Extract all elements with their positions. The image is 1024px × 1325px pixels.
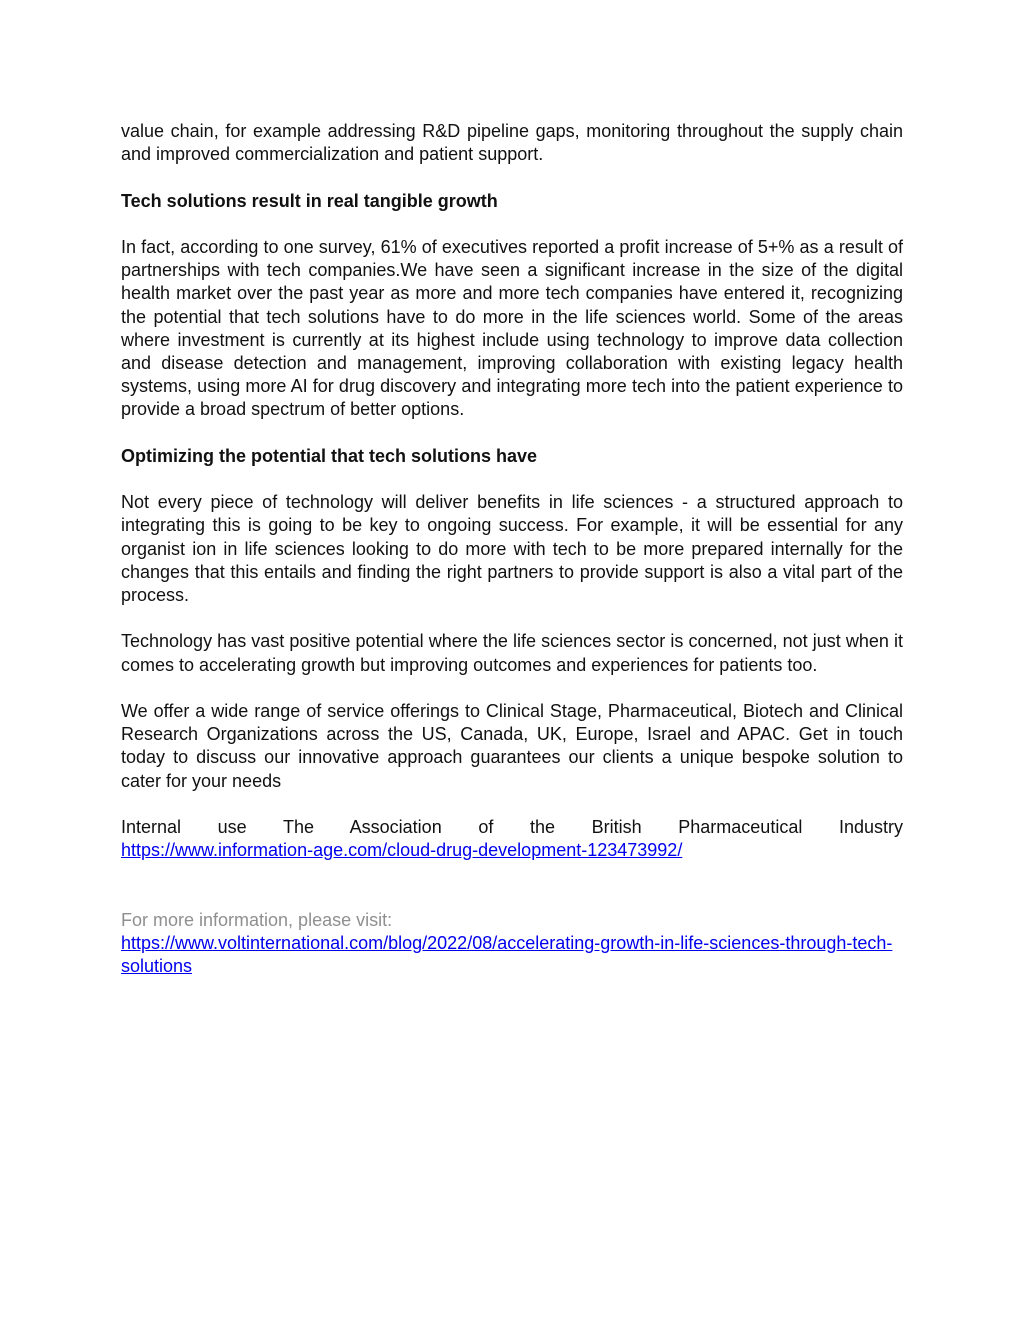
paragraph-survey: In fact, according to one survey, 61% of executives reported a profit increase of 5+% as a result of partnerships with tech companies.We have seen a significant increase in the size of the digital health market over the past year as more and more tech companies have entered it, recognizing the potential that tech solutions have to do more in the life sciences world. Some of the areas where investment is currently at its highest include using technology to improve data collection and disease detection and management, improving collaboration with existing legacy health systems, using more AI for drug discovery and integrating more tech into the patient experience to provide a broad spectrum of better options. xyxy=(121,236,903,420)
more-info-link[interactable]: https://www.voltinternational.com/blog/2022/08/accelerating-growth-in-life-sciences-through-tech-solutions xyxy=(121,932,893,977)
heading-optimizing-potential: Optimizing the potential that tech solutions have xyxy=(121,445,538,466)
paragraph-positive-potential: Technology has vast positive potential where the life sciences sector is concerned, not just when it comes to accelerating growth but improving outcomes and experiences for patients too. xyxy=(121,631,903,675)
reference-container xyxy=(121,839,903,862)
paragraph-value-chain: value chain, for example addressing R&D pipeline gaps, monitoring throughout the supply chain and improved commercialization and patient support. xyxy=(121,121,903,165)
paragraph-service-offerings: We offer a wide range of service offerings to Clinical Stage, Pharmaceutical, Biotech and Clinical Research Organizations across the US, Canada, UK, Europe, Israel and APAC. Get in touch today to discuss our innovative approach guarantees our clients a unique bespoke solution to cater for your needs xyxy=(121,700,903,791)
reference-block xyxy=(121,816,903,862)
reference-link[interactable]: https://www.information-age.com/cloud-drug-development-123473992/ xyxy=(121,840,683,861)
heading-tangible-growth: Tech solutions result in real tangible growth xyxy=(121,190,498,211)
document-page xyxy=(121,120,903,978)
reference-text: Internal use The Association of the British Pharmaceutical Industry xyxy=(121,816,903,837)
paragraph-structured-approach: Not every piece of technology will deliver benefits in life sciences - a structured approach to integrating this is going to be key to ongoing success. For example, it will be essential for any organist ion in life sciences looking to do more with tech to be more prepared internally for the changes that this entails and finding the right partners to provide support is also a vital part of the process. xyxy=(121,492,903,605)
more-info-label: For more information, please visit: xyxy=(121,909,393,930)
more-info-container xyxy=(121,932,903,978)
